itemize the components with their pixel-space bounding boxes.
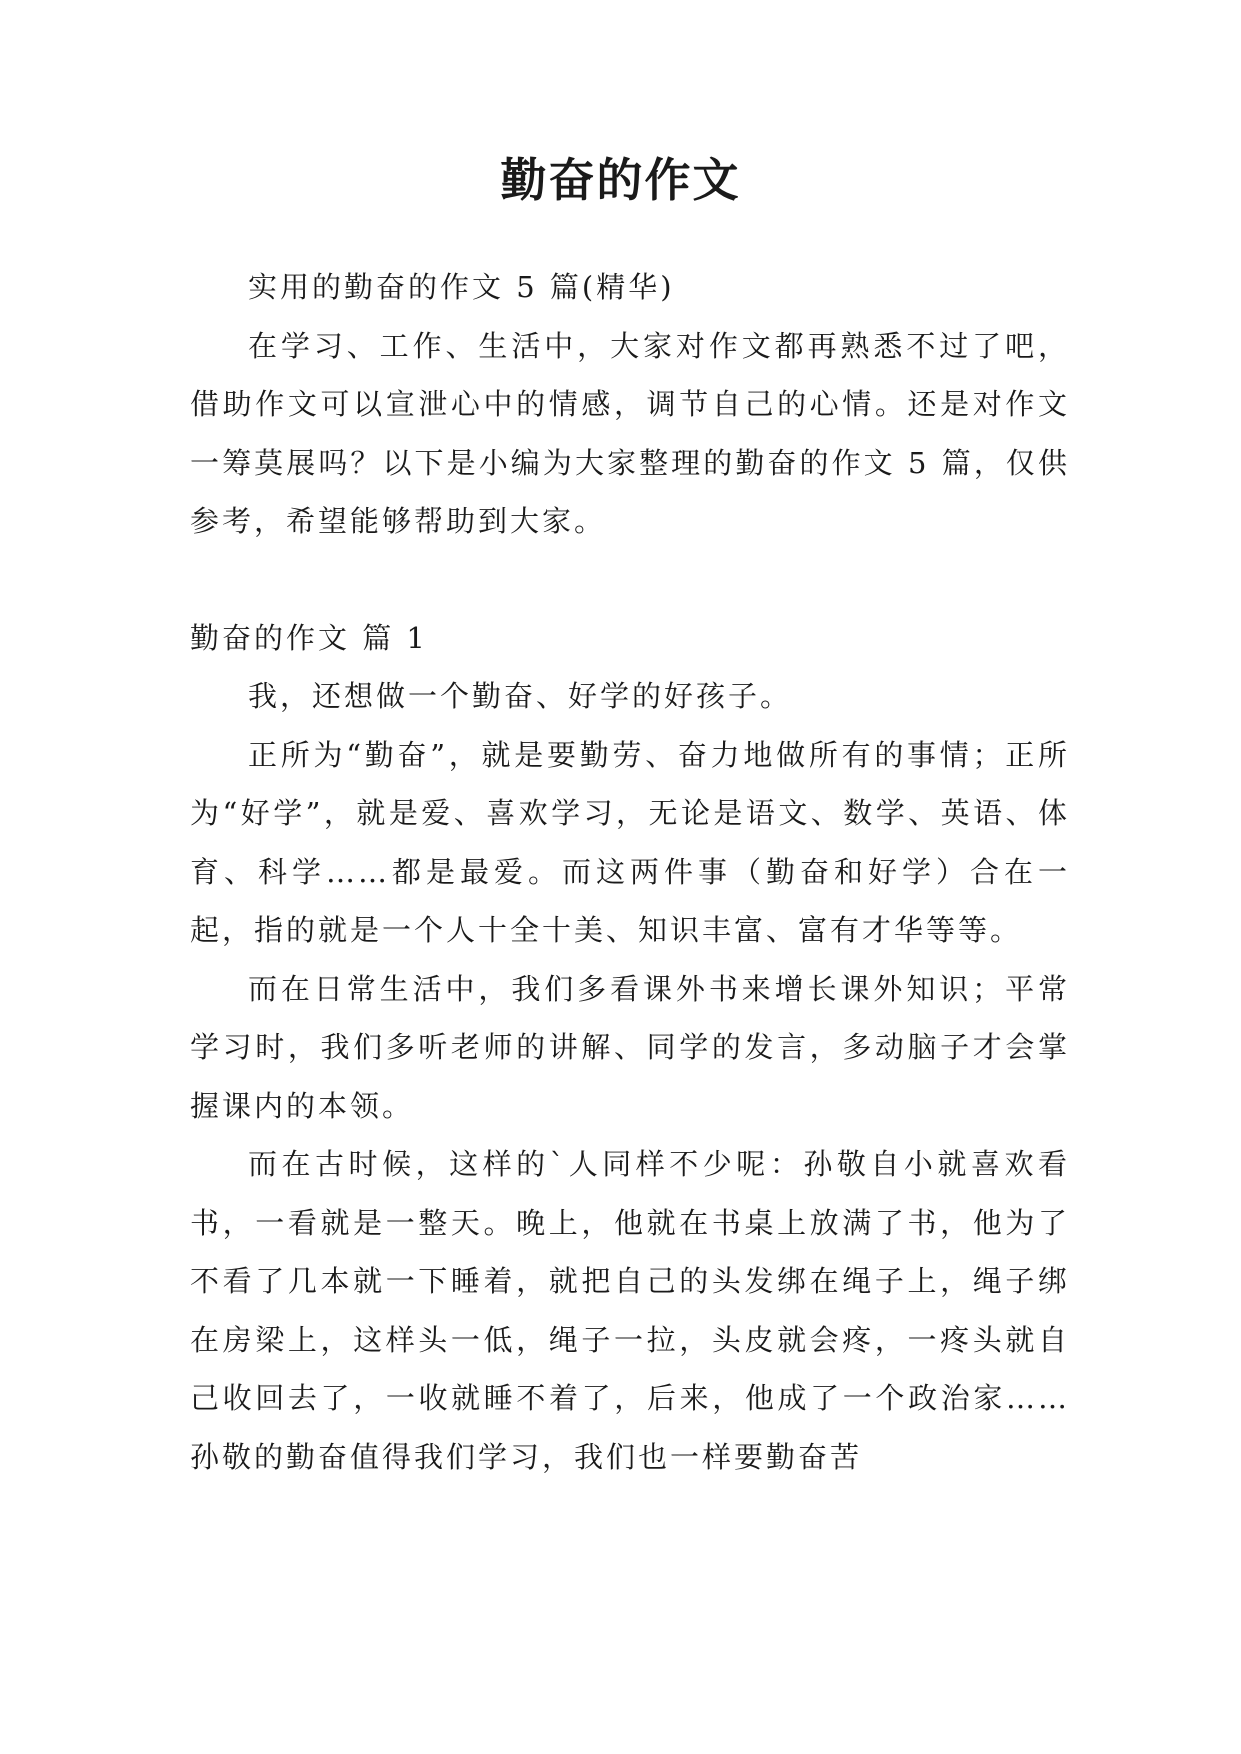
document-body [190, 258, 1070, 1486]
body-paragraph: 正所为“勤奋”，就是要勤劳、奋力地做所有的事情；正所为“好学”，就是爱、喜欢学习，无论是语文、数学、英语、体育、科学……都是最爱。而这两件事（勤奋和好学）合在一起，指的就是一个人十全十美、知识丰富、富有才华等等。 [190, 737, 1070, 947]
section-heading: 勤奋的作文 篇 1 [190, 620, 428, 655]
intro-paragraph: 在学习、工作、生活中，大家对作文都再熟悉不过了吧，借助作文可以宣泄心中的情感，调节自己的心情。还是对作文一筹莫展吗？以下是小编为大家整理的勤奋的作文 5 篇，仅供参考，希望能够帮助到大家。 [190, 328, 1070, 538]
subtitle-paragraph: 实用的勤奋的作文 5 篇(精华) [248, 270, 675, 304]
body-paragraph: 我，还想做一个勤奋、好学的好孩子。 [248, 679, 793, 713]
document-title: 勤奋的作文 [500, 153, 741, 207]
body-paragraph: 而在古时候，这样的`人同样不少呢：孙敬自小就喜欢看书，一看就是一整天。晚上，他就在书桌上放满了书，他为了不看了几本就一下睡着，就把自己的头发绑在绳子上，绳子绑在房梁上，这样头一低，绳子一拉，头皮就会疼，一疼头就自己收回去了，一收就睡不着了，后来，他成了一个政治家……孙敬的勤奋值得我们学习，我们也一样要勤奋苦 [190, 1147, 1070, 1474]
body-paragraph: 而在日常生活中，我们多看课外书来增长课外知识；平常学习时，我们多听老师的讲解、同学的发言，多动脑子才会掌握课内的本领。 [190, 971, 1070, 1123]
